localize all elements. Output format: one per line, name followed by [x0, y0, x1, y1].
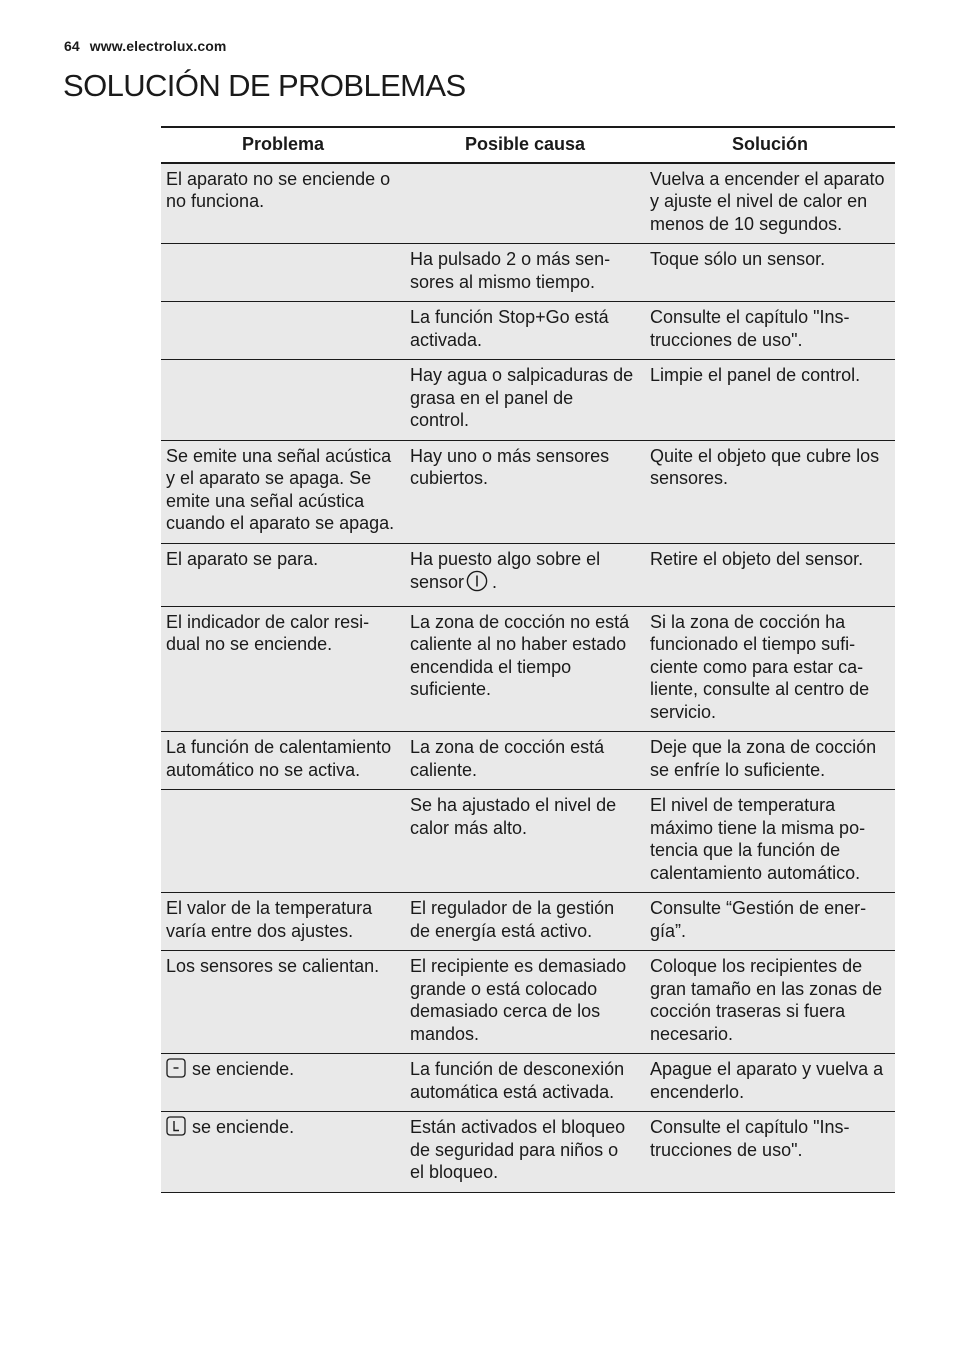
solution-cell: Coloque los recipientes de gran tamaño en las zonas de cocción traseras si fuera necesario. [645, 951, 895, 1054]
page-number: 64 [64, 38, 80, 54]
table-row [161, 244, 895, 302]
solution-cell: Consulte el capítulo "Instrucciones de uso". [645, 302, 895, 360]
problem-cell [161, 790, 405, 893]
solution-cell: El nivel de temperatura máximo tiene la misma potencia que la función de calentamiento automático. [645, 790, 895, 893]
cause-cell: El regulador de la gestión de energía está activo. [405, 893, 645, 951]
problem-text: se enciende. [192, 1059, 295, 1079]
cause-cell: Hay uno o más sensores cubiertos. [405, 440, 645, 543]
table-row [161, 1054, 895, 1112]
problem-cell [161, 302, 405, 360]
website-link[interactable]: www.electrolux.com [89, 38, 227, 54]
problem-cell [161, 1054, 405, 1112]
cause-cell: El recipiente es demasiado grande o está colocado demasiado cerca de los mandos. [405, 951, 645, 1054]
solution-cell: Consulte el capítulo "Instrucciones de uso". [645, 1112, 895, 1193]
problem-cell [161, 244, 405, 302]
table-row [161, 893, 895, 951]
dash-display-icon [166, 1058, 186, 1084]
power-sensor-icon [466, 570, 488, 598]
column-header-problem: Problema [161, 127, 405, 163]
table-row [161, 1112, 895, 1193]
solution-cell: Apague el aparato y vuelva a encenderlo. [645, 1054, 895, 1112]
cause-cell [405, 163, 645, 244]
table-row [161, 606, 895, 732]
troubleshooting-table [161, 126, 895, 1193]
problem-cell: Los sensores se calientan. [161, 951, 405, 1054]
cause-cell: La zona de cocción está caliente. [405, 732, 645, 790]
solution-cell: Deje que la zona de cocción se enfríe lo suficiente. [645, 732, 895, 790]
cause-cell: Se ha ajustado el nivel de calor más alto. [405, 790, 645, 893]
table-row [161, 732, 895, 790]
table-row [161, 790, 895, 893]
table-row [161, 302, 895, 360]
problem-cell: Se emite una señal acústica y el aparato se apaga. Se emite una señal acústica cuando el aparato se apaga. [161, 440, 405, 543]
table-header-row [161, 127, 895, 163]
problem-cell: La función de calentamiento automático no se activa. [161, 732, 405, 790]
problem-cell [161, 1112, 405, 1193]
problem-cell: El aparato se para. [161, 543, 405, 606]
table-row [161, 163, 895, 244]
cause-cell: La función Stop+Go está activada. [405, 302, 645, 360]
solution-cell: Si la zona de cocción ha funcionado el tiempo suficiente como para estar caliente, consulte al centro de servicio. [645, 606, 895, 732]
cause-cell: La función de desconexión automática está activada. [405, 1054, 645, 1112]
problem-cell [161, 360, 405, 441]
cause-cell: Ha pulsado 2 o más sensores al mismo tiempo. [405, 244, 645, 302]
solution-cell: Quite el objeto que cubre los sensores. [645, 440, 895, 543]
table-row [161, 360, 895, 441]
problem-cell: El valor de la temperatura varía entre dos ajustes. [161, 893, 405, 951]
cause-text: Ha puesto algo sobre el sensor [410, 548, 601, 592]
cause-cell [405, 543, 645, 606]
cause-text-suffix: . [492, 572, 498, 592]
cause-cell: Hay agua o salpicaduras de grasa en el panel de control. [405, 360, 645, 441]
solution-cell: Vuelva a encender el aparato y ajuste el nivel de calor en menos de 10 segundos. [645, 163, 895, 244]
solution-cell: Limpie el panel de control. [645, 360, 895, 441]
solution-cell: Retire el objeto del sensor. [645, 543, 895, 606]
column-header-cause: Posible causa [405, 127, 645, 163]
page-title: SOLUCIÓN DE PROBLEMAS [63, 68, 466, 103]
page-header [64, 38, 226, 54]
problem-cell: El aparato no se enciende o no funciona. [161, 163, 405, 244]
problem-text: se enciende. [192, 1117, 295, 1137]
cause-cell: Están activados el bloqueo de seguridad para niños o el bloqueo. [405, 1112, 645, 1193]
table-row [161, 543, 895, 606]
table-row [161, 440, 895, 543]
table-row [161, 951, 895, 1054]
solution-cell: Toque sólo un sensor. [645, 244, 895, 302]
solution-cell: Consulte “Gestión de energía”. [645, 893, 895, 951]
problem-cell: El indicador de calor residual no se enciende. [161, 606, 405, 732]
column-header-solution: Solución [645, 127, 895, 163]
lock-L-display-icon [166, 1116, 186, 1142]
cause-cell: La zona de cocción no está caliente al no haber estado encendida el tiempo suficiente. [405, 606, 645, 732]
